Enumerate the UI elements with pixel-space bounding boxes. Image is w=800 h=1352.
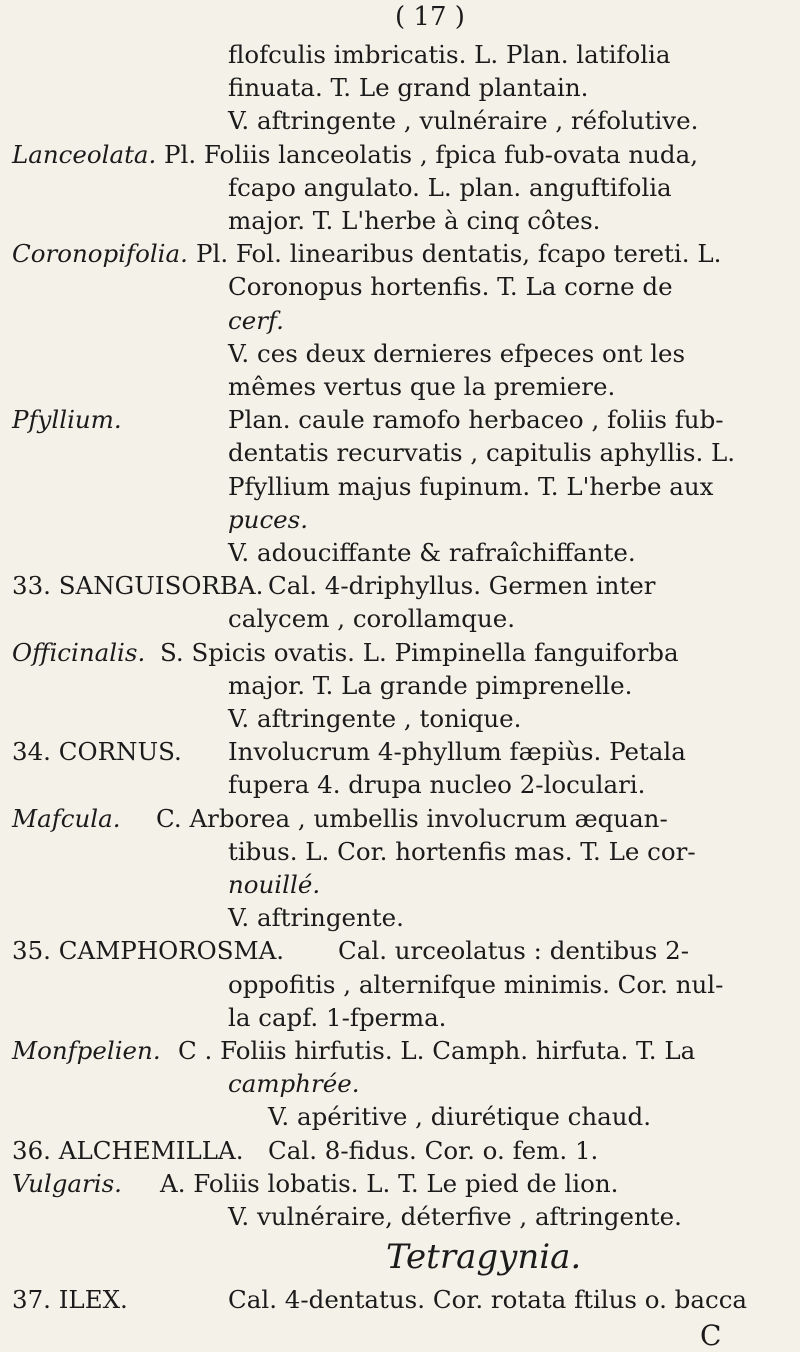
- text-line: Cal. 8-fidus. Cor. o. fem. 1.: [268, 1135, 599, 1165]
- text-line: Pfyllium majus fupinum. T. L'herbe aux: [228, 471, 714, 501]
- text-line: Cal. 4-dentatus. Cor. rotata ftilus o. bacca: [228, 1285, 748, 1315]
- text-line: camphrée.: [228, 1069, 360, 1099]
- text-line: fcapo angulato. L. plan. anguftifolia: [228, 172, 672, 202]
- text-line: major. T. La grande pimprenelle.: [228, 670, 633, 700]
- text-line: V. adouciffante & rafraîchiffante.: [228, 538, 636, 567]
- page-number: ( 17 ): [395, 2, 465, 32]
- text-line: Cal. urceolatus : dentibus 2-: [338, 936, 690, 966]
- text-line: cerf.: [228, 305, 284, 335]
- species-label: Officinalis.: [12, 637, 146, 667]
- genus-heading: 33. SANGUISORBA.: [12, 571, 264, 601]
- signature-mark: C: [700, 1319, 722, 1352]
- text-line: V. aftringente , vulnéraire , réfolutive.: [228, 106, 699, 136]
- text-line: V. aftringente.: [228, 903, 404, 933]
- species-label: Pfyllium.: [12, 405, 122, 435]
- species-label: Monfpelien.: [12, 1036, 161, 1065]
- text-line: tibus. L. Cor. hortenfis mas. T. Le cor-: [228, 836, 696, 866]
- species-label: Vulgaris.: [12, 1168, 122, 1198]
- text-line: V. aftringente , tonique.: [228, 704, 522, 733]
- text-line: fupera 4. drupa nucleo 2-loculari.: [228, 770, 646, 800]
- genus-heading: 35. CAMPHOROSMA.: [12, 936, 285, 966]
- text-line: finuata. T. Le grand plantain.: [228, 73, 589, 103]
- text-line: dentatis recurvatis , capitulis aphyllis. L.: [228, 438, 736, 468]
- genus-heading: 36. ALCHEMILLA.: [12, 1135, 244, 1165]
- text-line: V. apéritive , diurétique chaud.: [268, 1102, 652, 1132]
- text-line: calycem , corollamque.: [228, 604, 516, 634]
- text-line: nouillé.: [228, 870, 321, 899]
- text-line: Cal. 4-driphyllus. Germen inter: [268, 571, 656, 601]
- text-line: V. vulnéraire, déterfive , aftringente.: [228, 1202, 682, 1231]
- text-line: S. Spicis ovatis. L. Pimpinella fanguiforba: [160, 637, 679, 667]
- text-line: la capf. 1-fperma.: [228, 1002, 447, 1032]
- genus-heading: 37. ILEX.: [12, 1285, 128, 1315]
- species-label: Coronopifolia.: [12, 239, 188, 269]
- text-line: flofculis imbricatis. L. Plan. latifolia: [228, 40, 671, 69]
- text-line: A. Foliis lobatis. L. T. Le pied de lion.: [160, 1168, 619, 1198]
- text-line: oppofitis , alternifque minimis. Cor. nul-: [228, 969, 724, 999]
- text-line: C. Arborea , umbellis involucrum æquan-: [156, 803, 668, 833]
- text-line: mêmes vertus que la premiere.: [228, 372, 616, 401]
- text-line: C . Foliis hirfutis. L. Camph. hirfuta. T. La: [178, 1036, 696, 1065]
- text-line: V. ces deux dernieres efpeces ont les: [228, 338, 686, 368]
- section-title: Tetragynia.: [386, 1237, 582, 1278]
- text-line: Pl. Fol. linearibus dentatis, fcapo tereti. L.: [196, 239, 722, 269]
- text-line: major. T. L'herbe à cinq côtes.: [228, 206, 601, 235]
- genus-heading: 34. CORNUS.: [12, 737, 182, 767]
- text-line: puces.: [228, 504, 309, 534]
- text-line: Pl. Foliis lanceolatis , fpica fub-ovata nuda,: [164, 139, 699, 169]
- text-line: Plan. caule ramofo herbaceo , foliis fub-: [228, 405, 724, 435]
- species-label: Mafcula.: [12, 803, 121, 833]
- text-line: Coronopus hortenfis. T. La corne de: [228, 272, 673, 302]
- text-line: Involucrum 4-phyllum fæpiùs. Petala: [228, 737, 686, 767]
- species-label: Lanceolata.: [12, 139, 157, 169]
